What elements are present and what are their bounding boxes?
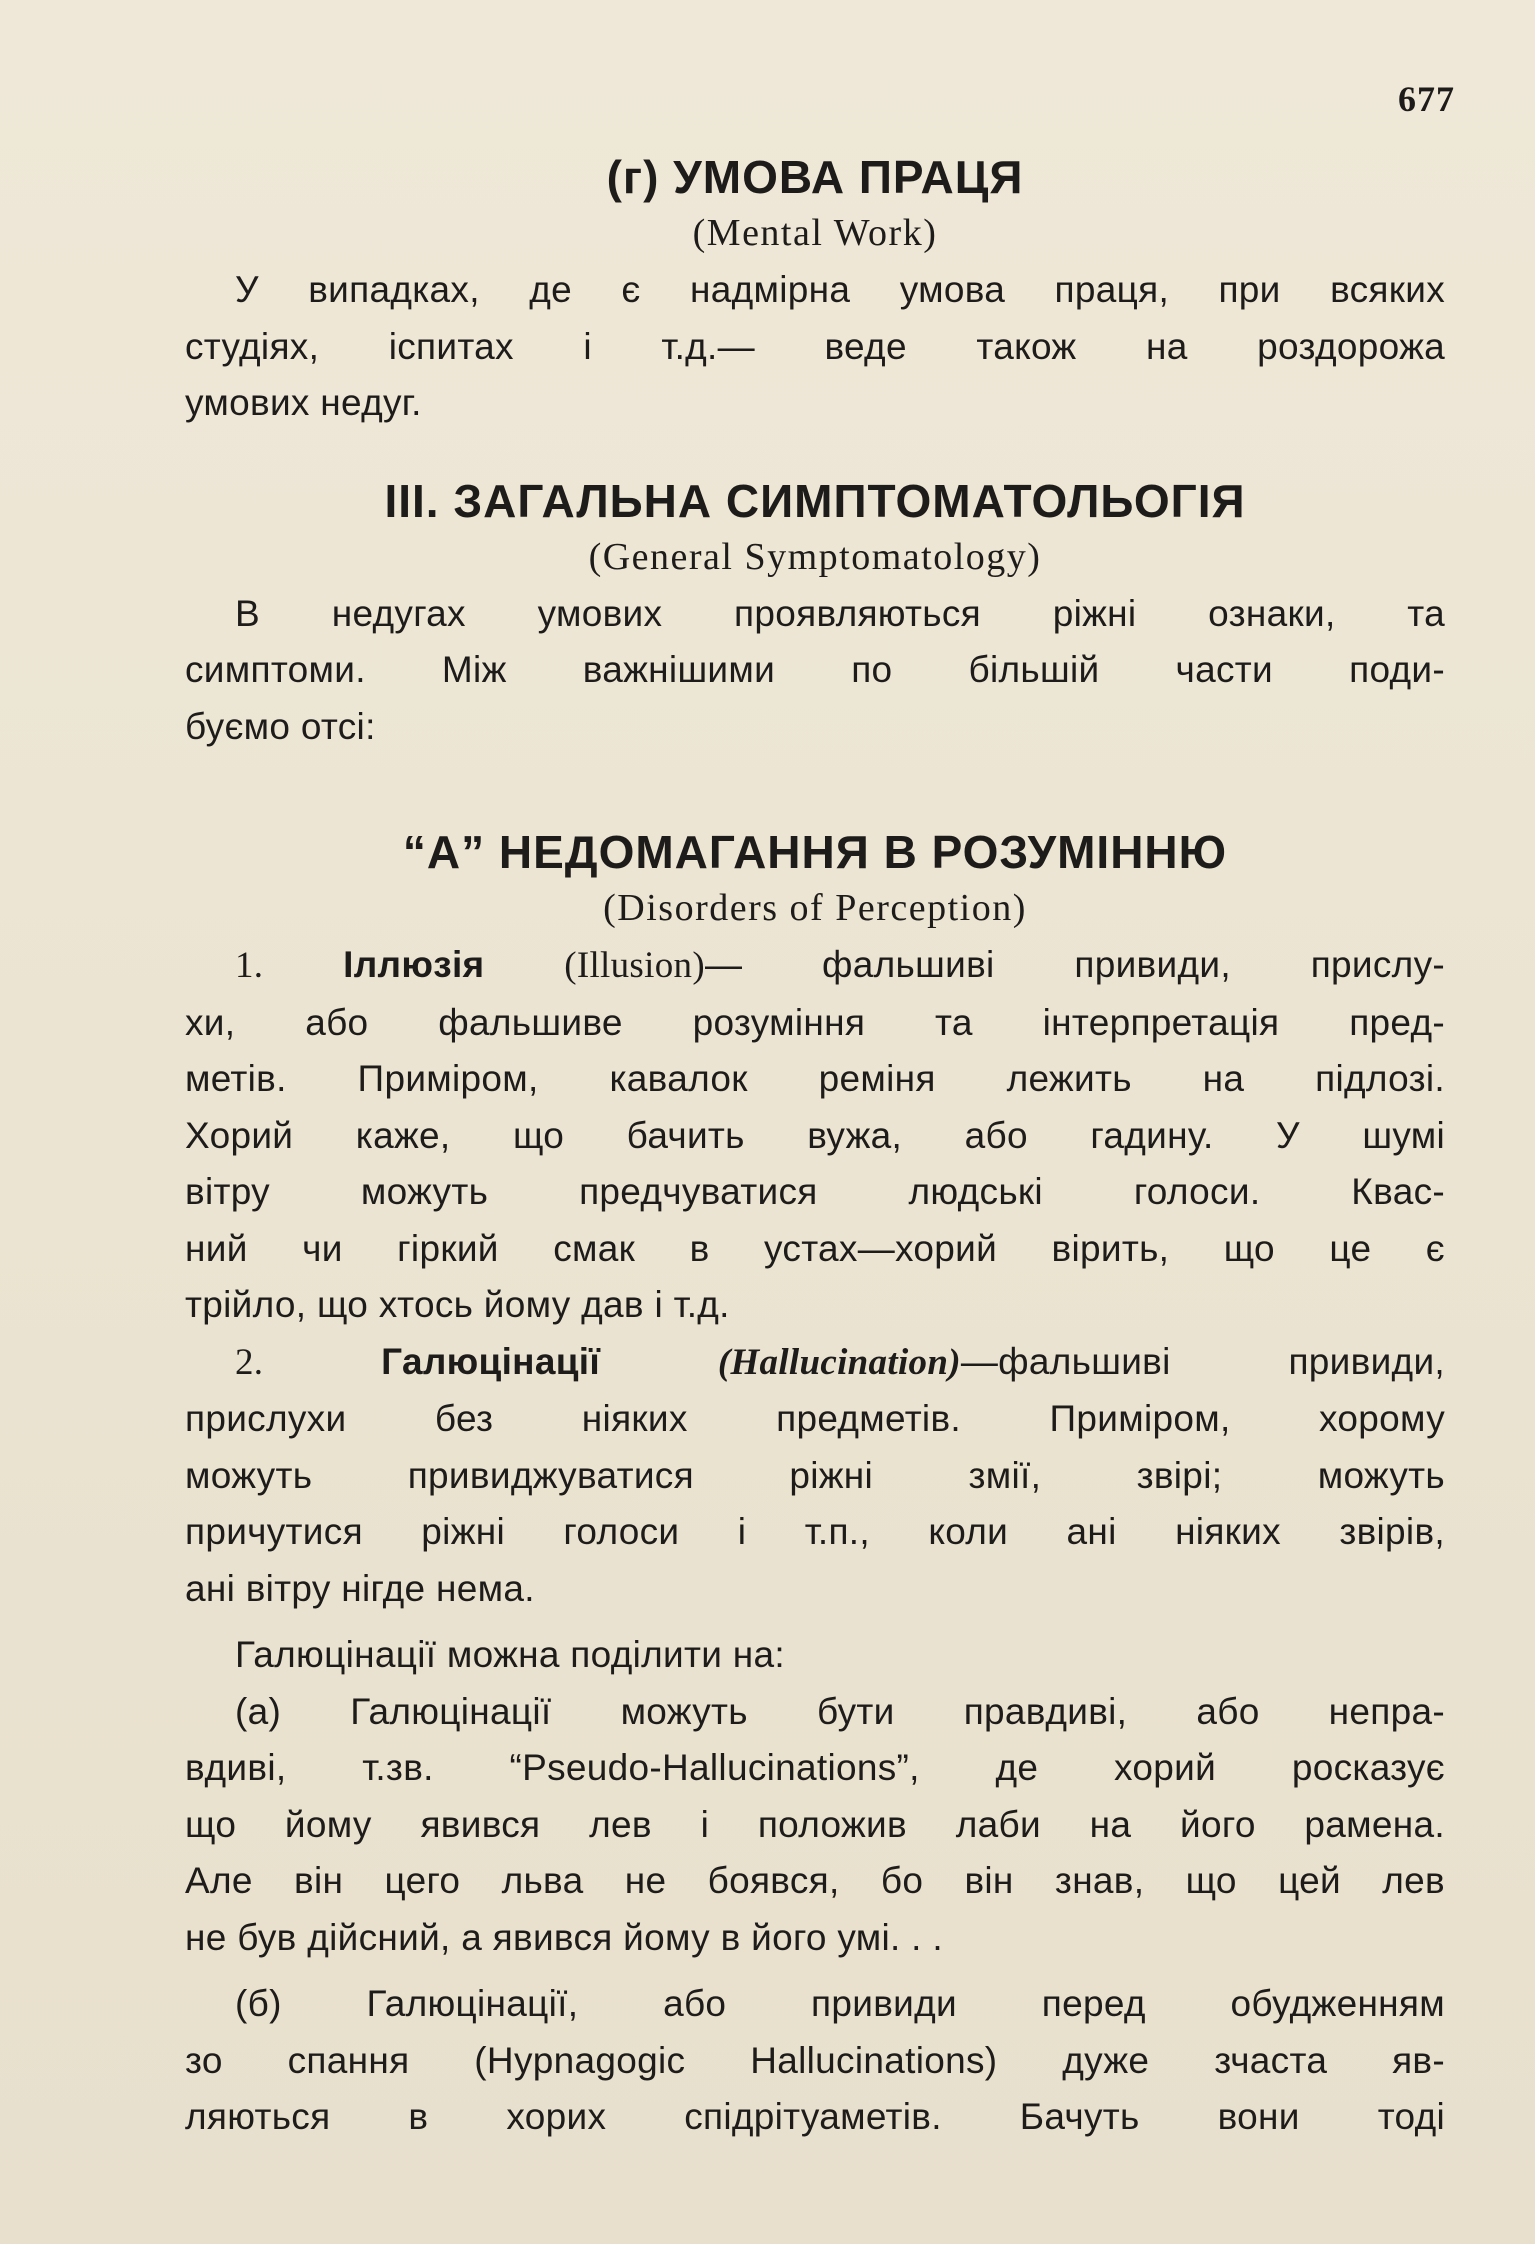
text-line: ляються в хорих спідрітуаметів. Бачуть вони тоді bbox=[185, 2096, 1445, 2137]
text-line: що йому явився лев і положив лаби на його рамена. bbox=[185, 1803, 1445, 1845]
text-line: зо спання (Hypnagogic Hallucinations) дуже зчаста яв- bbox=[185, 2039, 1445, 2081]
section-heading-symptomatology: III. ЗАГАЛЬНА СИМПТОМАТОЛЬОГІЯ bbox=[384, 474, 1246, 527]
paragraph-hypnagogic bbox=[185, 1976, 1445, 2146]
paragraph-illusion bbox=[185, 937, 1445, 1334]
term-en-hallucination: (Hallucination) bbox=[717, 1341, 961, 1383]
text-line: хи, або фальшиве розуміння та інтерпретація пред- bbox=[185, 1001, 1445, 1043]
section-subheading-perception: (Disorders of Perception) bbox=[603, 887, 1027, 929]
text-run: —фальшиві привиди, bbox=[960, 1340, 1445, 1382]
text-line: вітру можуть предчуватися людські голоси. Квас- bbox=[185, 1171, 1445, 1212]
section-heading-perception: “А” НЕДОМАГАННЯ В РОЗУМІННЮ bbox=[402, 826, 1228, 878]
paragraph-symptomatology bbox=[185, 586, 1445, 756]
text-run: — фальшиві привиди, прислу- bbox=[704, 944, 1445, 985]
paragraph-mental-work bbox=[185, 262, 1445, 432]
text-line bbox=[185, 1334, 1445, 1392]
text-line: (б) Галюцінації, або привиди перед обудженням bbox=[235, 1983, 1445, 2024]
term-illusion: Іллюзія bbox=[343, 944, 485, 985]
text-line: Але він цего льва не боявся, бо він знав, що цей лев bbox=[185, 1860, 1445, 1901]
paragraph-pseudo-hallucinations bbox=[185, 1684, 1445, 1967]
section-subheading-mental-work: (Mental Work) bbox=[692, 212, 938, 254]
term-en-illusion: (Illusion) bbox=[564, 945, 705, 986]
text-line: можуть привиджуватися ріжні змії, звірі; можуть bbox=[185, 1454, 1445, 1496]
page-number: 677 bbox=[1398, 79, 1455, 119]
term-hallucination: Галюцінації bbox=[381, 1340, 601, 1382]
text-line: умових недуг. bbox=[185, 382, 422, 423]
text-line: не був дійсний, а явився йому в його умі. . . bbox=[185, 1916, 943, 1958]
text-column bbox=[185, 150, 1445, 2146]
item-number: 2. bbox=[235, 1341, 264, 1383]
paragraph-hallucination bbox=[185, 1334, 1445, 1618]
paragraph-division-intro bbox=[185, 1627, 1445, 1684]
section-subheading-symptomatology: (General Symptomatology) bbox=[588, 535, 1042, 578]
text-line: Галюцінації можна поділити на: bbox=[235, 1634, 785, 1675]
text-line: (а) Галюцінації можуть бути правдиві, або непра- bbox=[235, 1690, 1445, 1732]
text-line: У випадках, де є надмірна умова праця, при всяких bbox=[235, 269, 1445, 310]
text-line: причутися ріжні голоси і т.п., коли ані ніяких звірів, bbox=[185, 1511, 1445, 1552]
text-line: вдиві, т.зв. “Pseudo-Hallucinations”, де хорий росказує bbox=[185, 1747, 1445, 1788]
text-line: симптоми. Між важнішими по більшій части поди- bbox=[185, 649, 1445, 690]
text-line bbox=[185, 937, 1445, 995]
text-line: ані вітру нігде нема. bbox=[185, 1567, 535, 1609]
text-line: Хорий каже, що бачить вужа, або гадину. У шумі bbox=[185, 1114, 1445, 1156]
section-heading-mental-work: (г) УМОВА ПРАЦЯ bbox=[606, 151, 1024, 203]
text-line: В недугах умових проявляються ріжні ознаки, та bbox=[235, 592, 1445, 634]
text-line: буємо отсі: bbox=[185, 705, 376, 747]
text-line: метів. Приміром, кавалок реміня лежить на підлозі. bbox=[185, 1058, 1445, 1099]
text-line: прислухи без ніяких предметів. Приміром, хорому bbox=[185, 1398, 1445, 1439]
text-line: студіях, іспитах і т.д.— веде також на роздорожа bbox=[185, 325, 1445, 367]
text-line: трійло, що хтось йому дав і т.д. bbox=[185, 1284, 730, 1325]
text-line: ний чи гіркий смак в устах—хорий вірить, що це є bbox=[185, 1227, 1445, 1269]
item-number: 1. bbox=[235, 945, 264, 986]
